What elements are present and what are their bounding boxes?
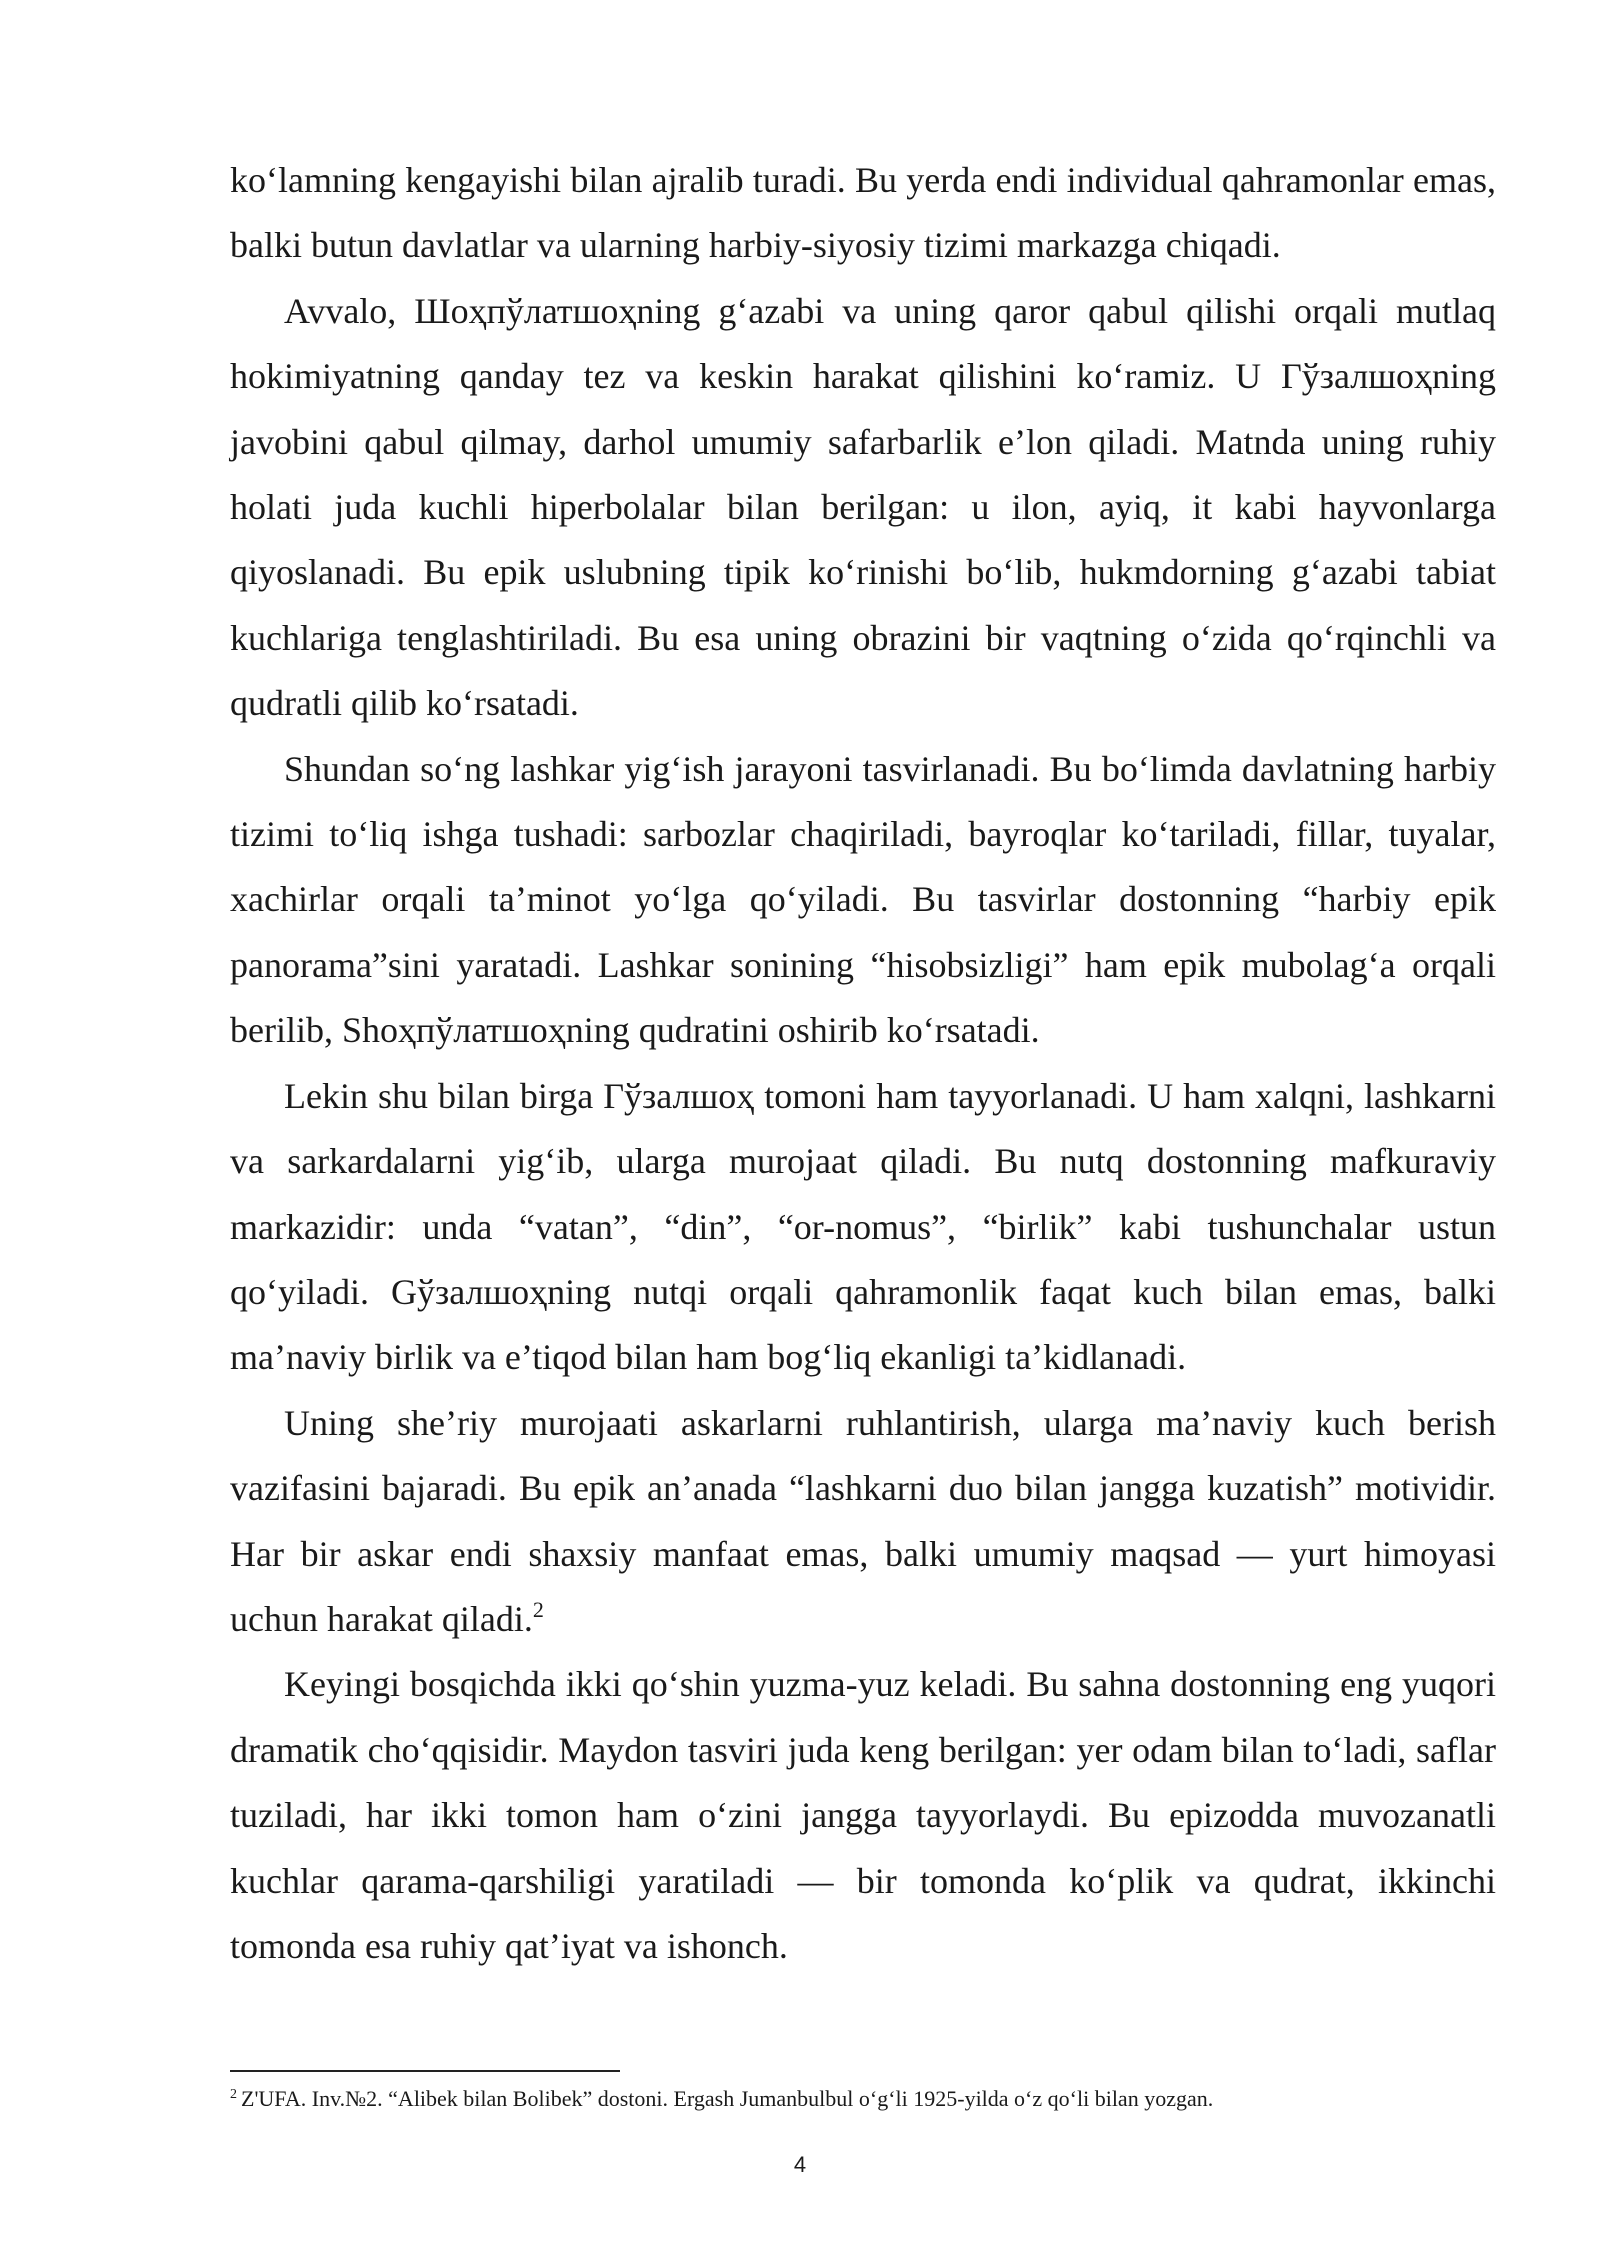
body-text — [230, 148, 1496, 1979]
paragraph-1: koʻlamning kengayishi bilan ajralib turadi. Bu yerda endi individual qahramonlar emas, balki butun davlatlar va ularning harbiy-siyosiy tizimi markazga chiqadi. — [230, 160, 1496, 266]
paragraph-3: Shundan soʻng lashkar yigʻish jarayoni tasvirlanadi. Bu boʻlimda davlatning harbiy tizimi toʻliq ishga tushadi: sarbozlar chaqiriladi, bayroqlar koʻtariladi, fillar, tuyalar, xachirlar orqali ta’minot yoʻlga qoʻyiladi. Bu tasvirlar dostonning “harbiy epik panorama”sini yaratadi. Lashkar sonining “hisobsizligi” ham epik mubolagʻa orqali berilib, Shoҳпўлатшоҳning qudratini oshirib koʻrsatadi. — [230, 748, 1496, 1051]
footnote-separator — [230, 2070, 620, 2072]
paragraph-5-text: Uning she’riy murojaati askarlarni ruhlantirish, ularga ma’naviy kuch berish vazifasini bajaradi. Bu epik an’anada “lashkarni duo bilan jangga kuzatish” motividir. Har bir askar endi shaxsiy manfaat emas, balki umumiy maqsad — yurt himoyasi uchun harakat qiladi. — [230, 1402, 1496, 1639]
paragraph-4: Lekin shu bilan birga Гўзалшоҳ tomoni ham tayyorlanadi. U ham xalqni, lashkarni va sarkardalarni yigʻib, ularga murojaat qiladi. Bu nutq dostonning mafkuraviy markazidir: unda “vatan”, “din”, “or-nomus”, “birlik” kabi tushunchalar ustun qoʻyiladi. Gўзалшоҳning nutqi orqali qahramonlik faqat kuch bilan emas, balki ma’naviy birlik va e’tiqod bilan ham bogʻliq ekanligi ta’kidlanadi. — [230, 1075, 1496, 1378]
footnote-mark: 2 — [230, 2087, 237, 2102]
paragraph-6: Keyingi bosqichda ikki qoʻshin yuzma-yuz keladi. Bu sahna dostonning eng yuqori dramatik choʻqqisidir. Maydon tasviri juda keng berilgan: yer odam bilan toʻladi, saflar tuziladi, har ikki tomon ham oʻzini jangga tayyorlaydi. Bu epizodda muvozanatli kuchlar qarama-qarshiligi yaratiladi — bir tomonda koʻplik va qudrat, ikkinchi tomonda esa ruhiy qat’iyat va ishonch. — [230, 1664, 1496, 1966]
paragraph-5 — [230, 1391, 1496, 1653]
footnote — [230, 2084, 1500, 2114]
paragraph-2: Avvalo, Шоҳпўлатшоҳning gʻazabi va uning qaror qabul qilishi orqali mutlaq hokimiyatning qanday tez va keskin harakat qilishini koʻramiz. U Гўзалшоҳning javobini qabul qilmay, darhol umumiy safarbarlik e’lon qiladi. Matnda uning ruhiy holati juda kuchli hiperbolalar bilan berilgan: u ilon, ayiq, it kabi hayvonlarga qiyoslanadi. Bu epik uslubning tipik koʻrinishi boʻlib, hukmdorning gʻazabi tabiat kuchlariga tenglashtiriladi. Bu esa uning obrazini bir vaqtning oʻzida qoʻrqinchli va qudratli qilib koʻrsatadi. — [230, 290, 1496, 724]
footnote-reference[interactable]: 2 — [532, 1596, 544, 1622]
footnote-text: Z'UFA. Inv.№2. “Alibek bilan Bolibek” dostoni. Ergash Jumanbulbul oʻgʻli 1925-yilda oʻz qoʻli bilan yozgan. — [241, 2086, 1214, 2111]
page-number: 4 — [793, 2152, 807, 2177]
